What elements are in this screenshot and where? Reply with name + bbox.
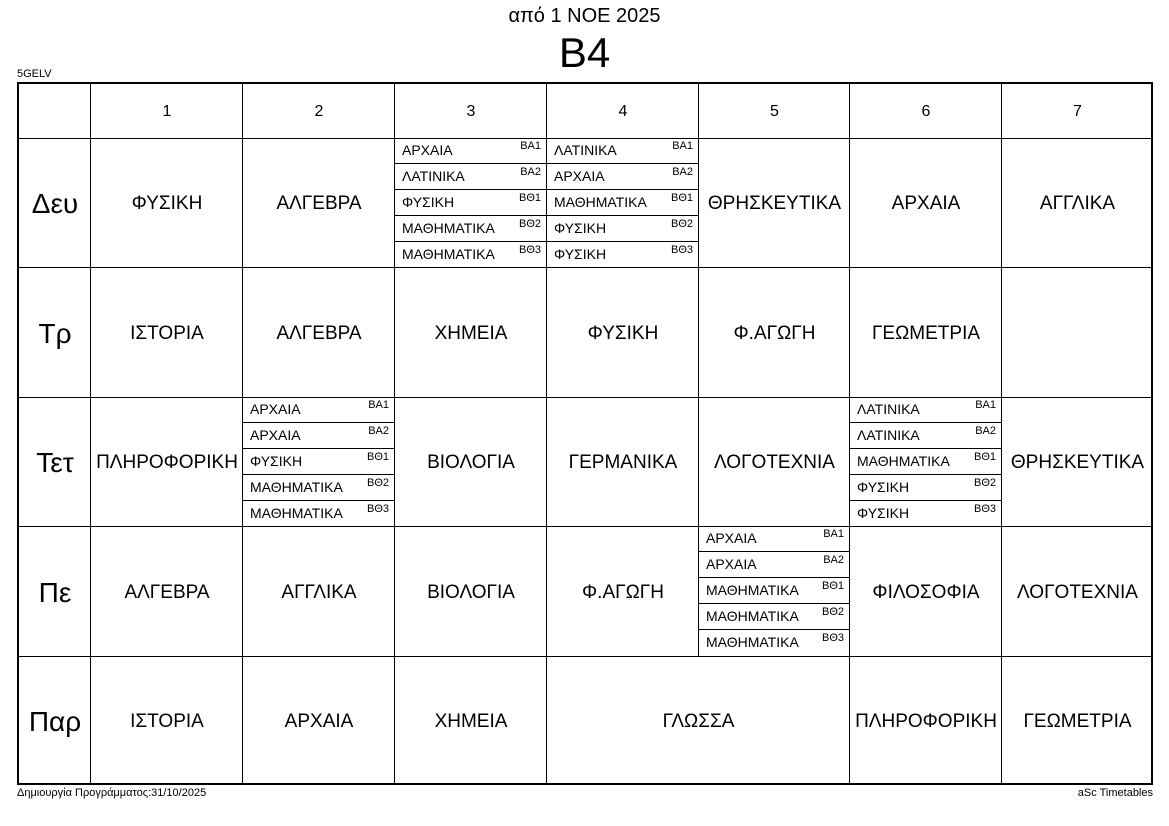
lesson-cell: ΙΣΤΟΡΙΑ xyxy=(130,710,204,732)
lesson-group: ΒΘ3 xyxy=(973,503,996,515)
lesson-subject: ΑΡΧΑΙΑ xyxy=(554,168,605,184)
period-header: 1 xyxy=(162,103,172,120)
lesson-subject: ΜΑΘΗΜΑΤΙΚΑ xyxy=(706,608,799,624)
lesson-subcell xyxy=(699,578,850,604)
page-title: Β4 xyxy=(558,29,611,76)
lesson-group: ΒΘ1 xyxy=(973,451,996,463)
creation-date: Δημιουργία Προγράμματος:31/10/2025 xyxy=(17,787,207,799)
lesson-subject: ΜΑΘΗΜΑΤΙΚΑ xyxy=(857,453,950,469)
lesson-cell: ΓΛΩΣΣΑ xyxy=(662,710,735,732)
period-header: 2 xyxy=(314,103,324,120)
lesson-subject: ΜΑΘΗΜΑΤΙΚΑ xyxy=(706,634,799,650)
lesson-cell: ΑΛΓΕΒΡΑ xyxy=(124,581,210,603)
lesson-subject: ΜΑΘΗΜΑΤΙΚΑ xyxy=(250,505,343,521)
lesson-group: ΒΘ3 xyxy=(821,632,844,644)
lesson-cell: ΛΟΓΟΤΕΧΝΙΑ xyxy=(1017,581,1138,603)
day-label: Πε xyxy=(38,576,72,608)
lesson-cell: ΓΕΩΜΕΤΡΙΑ xyxy=(871,322,981,344)
lesson-subcell xyxy=(699,552,850,578)
lesson-subject: ΦΥΣΙΚΗ xyxy=(857,505,910,521)
lesson-subject: ΑΡΧΑΙΑ xyxy=(250,427,301,443)
lesson-cell: ΙΣΤΟΡΙΑ xyxy=(130,322,204,344)
lesson-group: ΒΘ2 xyxy=(821,606,844,618)
lesson-subject: ΦΥΣΙΚΗ xyxy=(554,246,607,262)
lesson-subject: ΦΥΣΙΚΗ xyxy=(402,194,455,210)
lesson-subcell xyxy=(547,190,699,216)
lesson-subcell xyxy=(243,397,395,423)
lesson-group: ΒΑ1 xyxy=(520,140,541,152)
lesson-cell: ΧΗΜΕΙΑ xyxy=(434,710,508,732)
lesson-subcell xyxy=(395,216,547,242)
lesson-group: ΒΘ3 xyxy=(366,503,389,515)
day-label: Παρ xyxy=(28,705,82,737)
lesson-group: ΒΘ3 xyxy=(518,244,541,256)
timetable-grid xyxy=(17,82,1153,785)
day-label: Δευ xyxy=(31,188,79,219)
lesson-group: ΒΑ1 xyxy=(672,140,693,152)
lesson-cell: ΠΛΗΡΟΦΟΡΙΚΗ xyxy=(96,452,238,473)
lesson-subcell xyxy=(850,423,1002,449)
lesson-subcell xyxy=(395,242,547,268)
lesson-subject: ΑΡΧΑΙΑ xyxy=(402,142,453,158)
lesson-group: ΒΘ3 xyxy=(670,244,693,256)
period-header: 4 xyxy=(618,103,628,120)
lesson-subcell xyxy=(699,604,850,630)
lesson-cell: ΑΡΧΑΙΑ xyxy=(284,710,354,732)
lesson-cell: ΑΡΧΑΙΑ xyxy=(891,193,961,214)
lesson-cell: ΦΙΛΟΣΟΦΙΑ xyxy=(872,581,980,603)
lesson-group: ΒΘ1 xyxy=(670,192,693,204)
lesson-subcell xyxy=(243,449,395,475)
lesson-subcell xyxy=(699,526,850,552)
lesson-group: ΒΘ1 xyxy=(366,451,389,463)
lesson-cell: ΓΕΡΜΑΝΙΚΑ xyxy=(568,452,678,473)
brand-label: aSc Timetables xyxy=(1077,787,1153,799)
lesson-cell: ΑΛΓΕΒΡΑ xyxy=(276,322,362,344)
lesson-subcell xyxy=(699,630,850,656)
lesson-subject: ΦΥΣΙΚΗ xyxy=(250,453,303,469)
lesson-group: ΒΘ1 xyxy=(821,580,844,592)
lesson-group: ΒΑ2 xyxy=(368,425,389,437)
lesson-subject: ΑΡΧΑΙΑ xyxy=(706,530,757,546)
lesson-subject: ΦΥΣΙΚΗ xyxy=(554,220,607,236)
lesson-group: ΒΘ2 xyxy=(518,218,541,230)
lesson-subcell xyxy=(547,242,699,268)
lesson-cell: ΘΡΗΣΚΕΥΤΙΚΑ xyxy=(1010,452,1145,473)
lesson-subject: ΛΑΤΙΝΙΚΑ xyxy=(402,168,465,184)
lesson-cell: ΘΡΗΣΚΕΥΤΙΚΑ xyxy=(707,193,842,214)
lesson-cell: ΠΛΗΡΟΦΟΡΙΚΗ xyxy=(855,710,997,732)
lesson-subcell xyxy=(395,138,547,164)
lesson-group: ΒΑ1 xyxy=(823,528,844,540)
period-header: 3 xyxy=(466,103,476,120)
lesson-subject: ΜΑΘΗΜΑΤΙΚΑ xyxy=(250,479,343,495)
lesson-group: ΒΘ2 xyxy=(973,477,996,489)
lesson-subject: ΜΑΘΗΜΑΤΙΚΑ xyxy=(554,194,647,210)
lesson-subcell xyxy=(243,423,395,449)
period-header: 6 xyxy=(921,103,931,120)
lesson-cell: ΑΓΓΛΙΚΑ xyxy=(281,581,357,603)
period-header: 7 xyxy=(1073,103,1082,120)
lesson-subcell xyxy=(850,397,1002,423)
lesson-subject: ΛΑΤΙΝΙΚΑ xyxy=(857,427,920,443)
lesson-subject: ΛΑΤΙΝΙΚΑ xyxy=(554,142,617,158)
lesson-cell: ΒΙΟΛΟΓΙΑ xyxy=(427,581,515,603)
lesson-cell: Φ.ΑΓΩΓΗ xyxy=(582,581,664,603)
lesson-cell: ΒΙΟΛΟΓΙΑ xyxy=(427,452,515,473)
day-label: Τρ xyxy=(38,317,72,349)
lesson-subcell xyxy=(395,164,547,190)
lesson-subcell xyxy=(395,190,547,216)
lesson-group: ΒΑ2 xyxy=(672,166,693,178)
lesson-cell: ΛΟΓΟΤΕΧΝΙΑ xyxy=(714,452,835,473)
lesson-subject: ΑΡΧΑΙΑ xyxy=(706,556,757,572)
lesson-cell xyxy=(1002,268,1153,398)
lesson-cell: ΑΓΓΛΙΚΑ xyxy=(1039,193,1116,214)
lesson-subject: ΑΡΧΑΙΑ xyxy=(250,401,301,417)
lesson-group: ΒΑ2 xyxy=(975,425,996,437)
lesson-subcell xyxy=(850,475,1002,501)
lesson-subject: ΜΑΘΗΜΑΤΙΚΑ xyxy=(402,246,495,262)
lesson-subject: ΜΑΘΗΜΑΤΙΚΑ xyxy=(402,220,495,236)
lesson-subcell xyxy=(243,501,395,527)
lesson-subcell xyxy=(547,138,699,164)
lesson-cell: ΑΛΓΕΒΡΑ xyxy=(276,193,362,214)
lesson-subject: ΛΑΤΙΝΙΚΑ xyxy=(857,401,920,417)
lesson-subject: ΜΑΘΗΜΑΤΙΚΑ xyxy=(706,582,799,598)
lesson-subcell xyxy=(243,475,395,501)
lesson-group: ΒΑ2 xyxy=(520,166,541,178)
day-label: Τετ xyxy=(36,447,74,478)
school-code: 5GELV xyxy=(17,68,52,80)
lesson-cell: ΓΕΩΜΕΤΡΙΑ xyxy=(1023,710,1132,732)
lesson-group: ΒΑ1 xyxy=(368,399,389,411)
lesson-group: ΒΘ2 xyxy=(366,477,389,489)
lesson-group: ΒΑ1 xyxy=(975,399,996,411)
lesson-group: ΒΘ2 xyxy=(670,218,693,230)
lesson-group: ΒΑ2 xyxy=(823,554,844,566)
lesson-cell: ΦΥΣΙΚΗ xyxy=(587,322,659,344)
lesson-group: ΒΘ1 xyxy=(518,192,541,204)
lesson-cell: ΦΥΣΙΚΗ xyxy=(131,193,203,214)
lesson-subject: ΦΥΣΙΚΗ xyxy=(857,479,910,495)
page-subtitle: από 1 ΝΟΕ 2025 xyxy=(508,5,661,27)
lesson-cell: Φ.ΑΓΩΓΗ xyxy=(733,322,816,344)
lesson-subcell xyxy=(547,216,699,242)
lesson-subcell xyxy=(850,501,1002,527)
period-header: 5 xyxy=(770,103,779,120)
lesson-subcell xyxy=(547,164,699,190)
lesson-subcell xyxy=(850,449,1002,475)
lesson-cell: ΧΗΜΕΙΑ xyxy=(434,322,508,344)
